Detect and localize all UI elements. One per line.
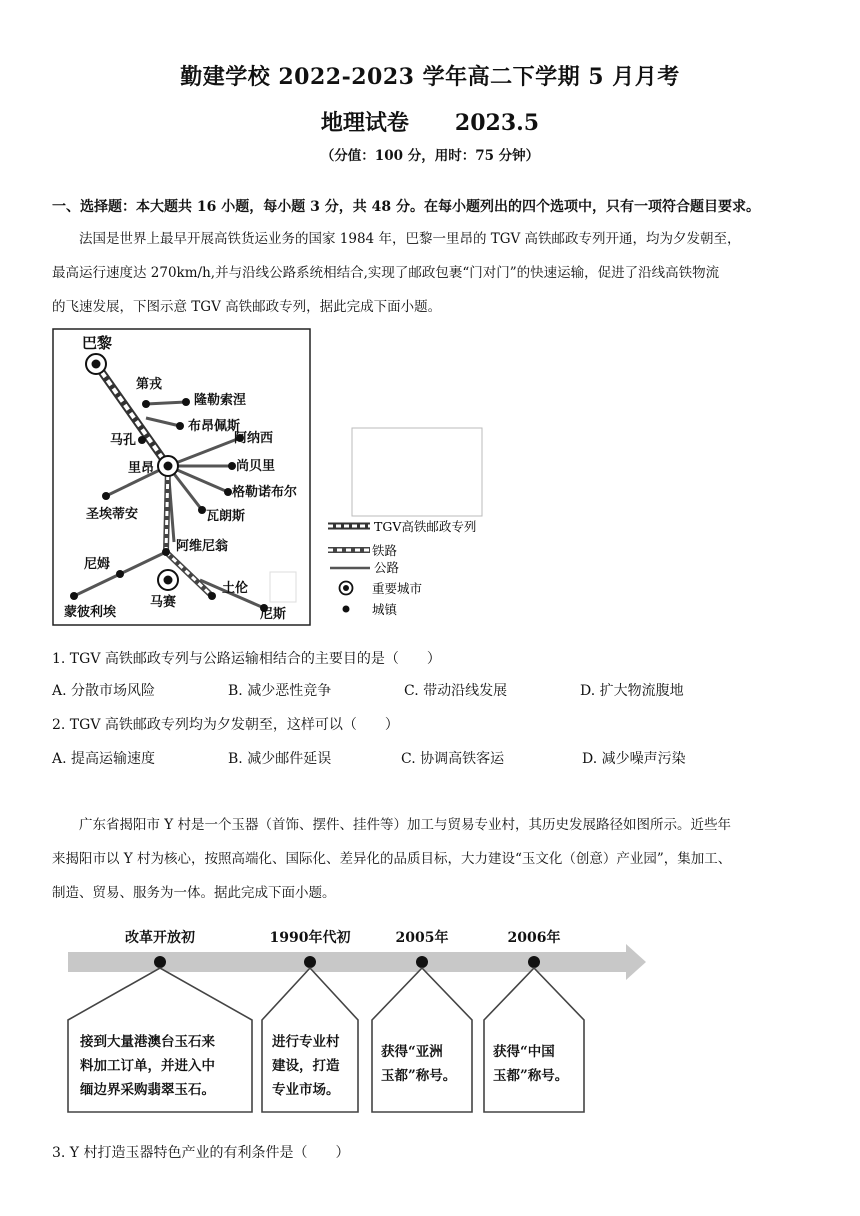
label-marseille: 马赛: [150, 595, 177, 610]
blank-image-box: [352, 428, 482, 516]
passage-line: 最高运行速度达 270km/h,并与沿线公路系统相结合,实现了邮政包裹“门对门”的快速运输，促进了沿线高铁物流: [52, 265, 720, 281]
subject: 地理试卷: [320, 110, 409, 136]
exam-meta: （分值：100 分，用时：75 分钟）: [320, 148, 540, 164]
timeline-label-4: 2006年: [507, 930, 561, 946]
question-2: 2. TGV 高铁邮政专列均为夕发朝至，这样可以（ ）: [52, 717, 399, 733]
label-chambery: 尚贝里: [236, 459, 276, 474]
label-avignon: 阿维尼翁: [176, 539, 229, 554]
q2-option-a[interactable]: A. 提高运输速度: [52, 751, 156, 767]
label-lyon: 里昂: [128, 461, 155, 476]
passage-2: [52, 808, 812, 910]
timeline-text-3: [381, 1040, 477, 1088]
label-toulon: 土伦: [222, 581, 249, 596]
timeline-text-line: 进行专业村: [272, 1034, 340, 1050]
timeline-text-line: 建设，打造: [272, 1058, 340, 1074]
label-grenoble: 格勒诺布尔: [232, 485, 298, 500]
timeline-bar: [68, 952, 628, 972]
timeline-text-line: 缅边界采购翡翠玉石。: [80, 1082, 215, 1098]
passage-line: 广东省揭阳市 Y 村是一个玉器（首饰、摆件、挂件等）加工与贸易专业村，其历史发展路径如图所示。近些年: [79, 817, 731, 833]
legend-rail: 铁路: [372, 543, 398, 558]
map-legend: [328, 519, 476, 617]
label-dijon: 第戎: [136, 377, 163, 392]
timeline-text-line: 获得“中国: [493, 1044, 555, 1060]
q1-option-a[interactable]: A. 分散市场风险: [52, 683, 156, 699]
passage-line: 来揭阳市以 Y 村为核心，按照高端化、国际化、差异化的品质目标，大力建设“玉文化（创意）产业园”，集加工、: [52, 851, 732, 867]
question-3: 3. Y 村打造玉器特色产业的有利条件是（ ）: [52, 1145, 350, 1161]
section-heading: 一、选择题：本大题共 16 小题，每小题 3 分，共 48 分。在每小题列出的四个选项中，只有一项符合题目要求。: [52, 199, 760, 215]
timeline-text-1: [80, 1030, 252, 1102]
timeline-text-4: [493, 1040, 589, 1088]
q1-option-b[interactable]: B. 减少恶性竞争: [228, 683, 332, 699]
timeline-arrowhead: [626, 944, 646, 980]
legend-road: 公路: [374, 560, 400, 575]
city-marker-paris: [86, 354, 106, 374]
q1-option-c[interactable]: C. 带动沿线发展: [404, 683, 508, 699]
timeline-label-1: 改革开放初: [125, 930, 195, 946]
tgv-route-map: [52, 328, 492, 628]
label-valence: 瓦朗斯: [206, 509, 246, 524]
timeline-text-line: 玉都”称号。: [493, 1068, 569, 1084]
timeline-label-3: 2005年: [395, 930, 449, 946]
label-paris: 巴黎: [82, 334, 113, 352]
passage-line: 的飞速发展，下图示意 TGV 高铁邮政专列，据此完成下面小题。: [52, 299, 442, 315]
exam-subtitle: [0, 106, 860, 137]
label-nimes: 尼姆: [84, 557, 111, 572]
timeline-text-line: 玉都”称号。: [381, 1068, 457, 1084]
legend-tgv: TGV高铁邮政专列: [374, 519, 477, 534]
exam-date: 2023.5: [454, 110, 540, 136]
q2-option-b[interactable]: B. 减少邮件延误: [228, 751, 332, 767]
city-marker-lyon: [158, 456, 178, 476]
label-montceau: 隆勒索涅: [194, 393, 247, 408]
label-stetienne: 圣埃蒂安: [86, 507, 139, 522]
timeline-label-2: 1990年代初: [269, 930, 351, 946]
label-bourg: 布昂佩斯: [188, 419, 241, 434]
timeline-text-line: 接到大量港澳台玉石来: [80, 1034, 215, 1050]
label-montpellier: 蒙彼利埃: [64, 605, 117, 620]
timeline-text-line: 专业市场。: [272, 1082, 340, 1098]
exam-title: 勤建学校 2022-2023 学年高二下学期 5 月月考: [180, 64, 680, 90]
legend-town: 城镇: [372, 602, 398, 617]
city-marker-marseille: [158, 570, 178, 590]
passage-1: [52, 222, 812, 324]
label-annecy: 阿纳西: [234, 431, 274, 446]
label-nice: 尼斯: [260, 607, 287, 622]
passage-line: 法国是世界上最早开展高铁货运业务的国家 1984 年，巴黎一里昂的 TGV 高铁邮政专列开通，均为夕发朝至，: [79, 231, 741, 247]
q2-option-c[interactable]: C. 协调高铁客运: [401, 751, 505, 767]
timeline-text-2: [272, 1030, 362, 1102]
blank-small-box: [270, 572, 296, 602]
timeline-text-line: 获得“亚洲: [381, 1044, 443, 1060]
question-1: 1. TGV 高铁邮政专列与公路运输相结合的主要目的是（ ）: [52, 651, 441, 667]
label-macon: 马孔: [110, 433, 137, 448]
legend-city: 重要城市: [372, 581, 423, 596]
passage-line: 制造、贸易、服务为一体。据此完成下面小题。: [52, 885, 336, 901]
q1-option-d[interactable]: D. 扩大物流腹地: [580, 683, 684, 699]
q2-option-d[interactable]: D. 减少噪声污染: [582, 751, 686, 767]
timeline-text-line: 料加工订单，并进入中: [80, 1058, 215, 1074]
